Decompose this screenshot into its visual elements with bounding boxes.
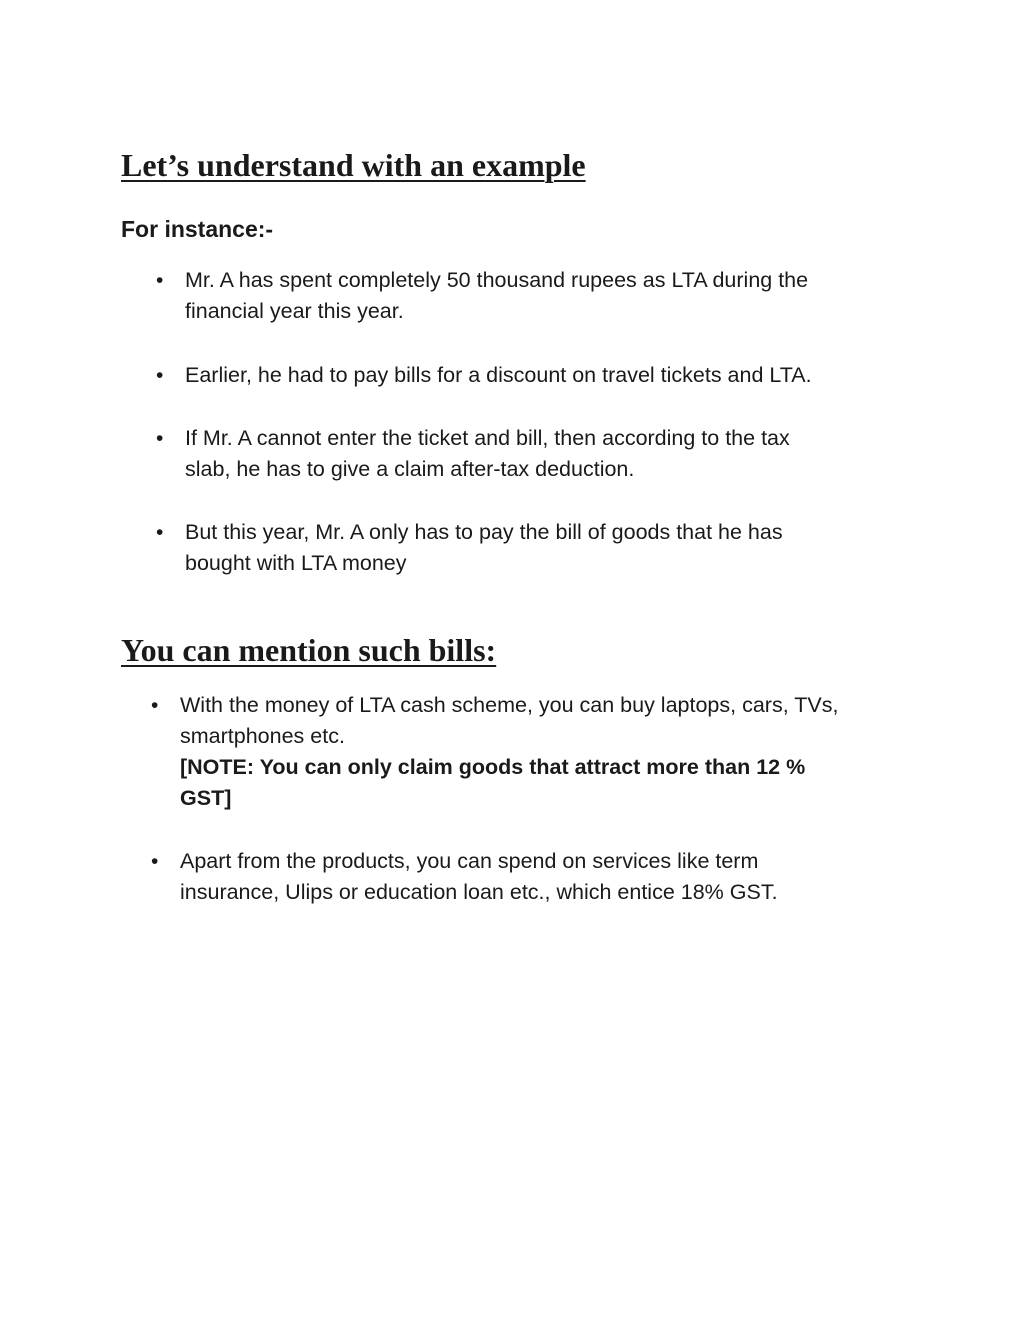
list-item (156, 423, 790, 485)
bullet-icon: • (156, 521, 164, 544)
list-item (156, 360, 812, 391)
list-item-line: financial year this year. (185, 299, 404, 323)
section-heading-bills: You can mention such bills: (121, 632, 497, 668)
list-item-line: With the money of LTA cash scheme, you can buy laptops, cars, TVs, (180, 693, 839, 717)
bullet-icon: • (156, 427, 164, 450)
subheading-for-instance: For instance:- (121, 216, 274, 242)
list-item-line: smartphones etc. (180, 724, 345, 748)
section-heading-example: Let’s understand with an example (121, 147, 586, 183)
list-item-line: Earlier, he had to pay bills for a discount on travel tickets and LTA. (185, 363, 812, 387)
list-item (151, 846, 778, 908)
bullet-icon: • (156, 364, 164, 387)
bullet-icon: • (156, 269, 164, 292)
list-item-line: But this year, Mr. A only has to pay the bill of goods that he has (185, 520, 783, 544)
list-item-line: If Mr. A cannot enter the ticket and bill, then according to the tax (185, 426, 790, 450)
list-item-line: Mr. A has spent completely 50 thousand rupees as LTA during the (185, 268, 809, 292)
list-item-line: bought with LTA money (185, 551, 407, 575)
bullet-icon: • (151, 850, 159, 873)
note-line: GST] (180, 786, 232, 810)
note-line: [NOTE: You can only claim goods that attract more than 12 % (180, 755, 806, 779)
list-item-line: slab, he has to give a claim after-tax deduction. (185, 457, 635, 481)
bullet-icon: • (151, 694, 159, 717)
list-item-line: Apart from the products, you can spend on services like term (180, 849, 759, 873)
list-item (156, 517, 783, 579)
list-item (151, 690, 839, 814)
list-item-line: insurance, Ulips or education loan etc., which entice 18% GST. (180, 880, 778, 904)
list-item (156, 265, 809, 327)
